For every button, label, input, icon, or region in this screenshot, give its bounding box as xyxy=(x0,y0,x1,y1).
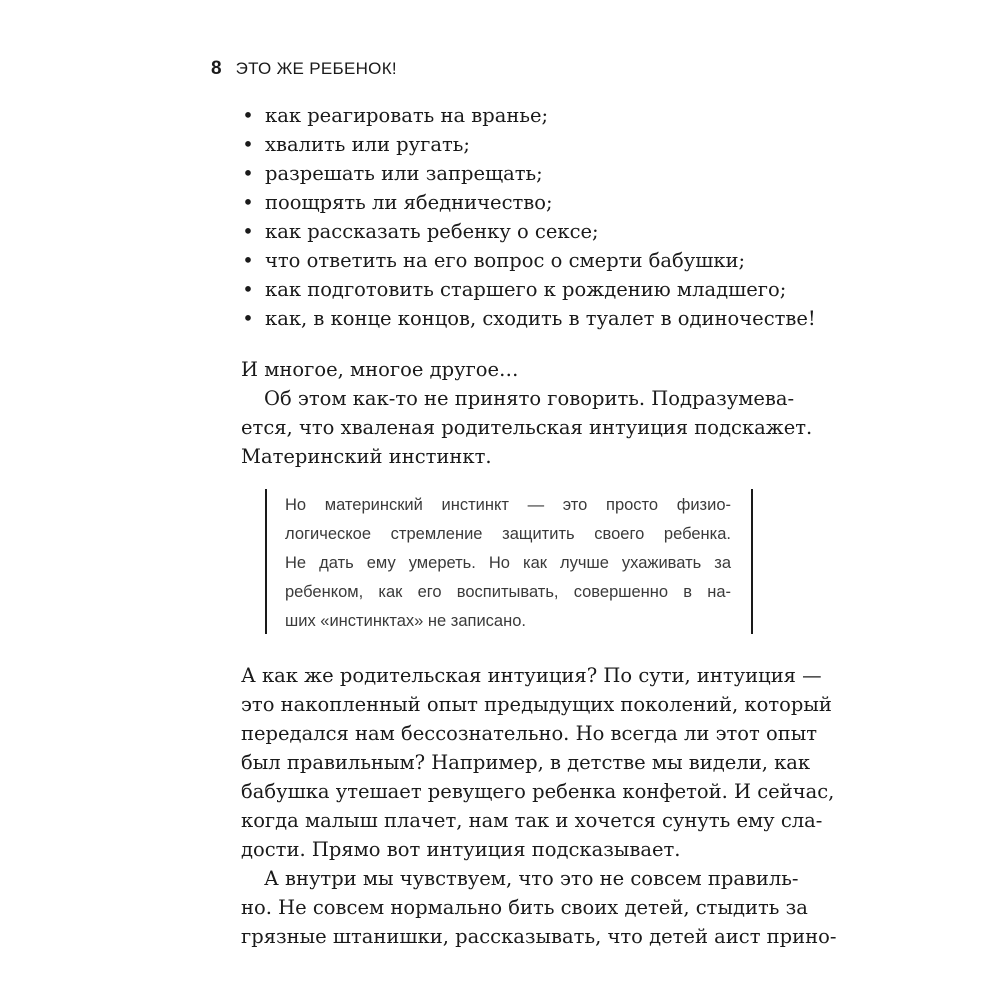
bullet-icon: • xyxy=(242,104,254,127)
bullet-icon: • xyxy=(242,162,254,185)
callout-line: ших «инстинктах» не записано. xyxy=(285,612,526,630)
list-item-text: хвалить или ругать; xyxy=(265,133,470,156)
paragraph-line: Материнский инстинкт. xyxy=(241,445,492,468)
list-item xyxy=(241,275,801,304)
list-item-text: как рассказать ребенку о сексе; xyxy=(265,220,599,243)
paragraph-line: дости. Прямо вот интуиция подсказывает. xyxy=(241,838,681,861)
paragraph-1 xyxy=(241,355,786,384)
list-item-text: как подготовить старшего к рождению младшего; xyxy=(265,278,787,301)
list-item-text: поощрять ли ябедничество; xyxy=(265,191,553,214)
list-item-text: как, в конце концов, сходить в туалет в одиночестве! xyxy=(265,307,816,330)
bullet-icon: • xyxy=(242,191,254,214)
list-item xyxy=(241,159,801,188)
bullet-icon: • xyxy=(242,278,254,301)
paragraph-line: но. Не совсем нормально бить своих детей, стыдить за xyxy=(241,896,808,919)
paragraph-line: был правильным? Например, в детстве мы видели, как xyxy=(241,751,811,774)
callout-line: Но материнский инстинкт — это просто физио- xyxy=(285,496,731,514)
paragraph-line: когда малыш плачет, нам так и хочется сунуть ему сла- xyxy=(241,809,823,832)
paragraph-line: бабушка утешает ревущего ребенка конфетой. И сейчас, xyxy=(241,780,835,803)
paragraph-line: А внутри мы чувствуем, что это не совсем правиль- xyxy=(264,867,799,890)
paragraph-line: это накопленный опыт предыдущих поколений, который xyxy=(241,693,832,716)
bullet-icon: • xyxy=(242,133,254,156)
callout-box xyxy=(265,489,753,634)
bullet-list xyxy=(241,101,816,333)
page-header xyxy=(211,57,397,81)
callout-line: Не дать ему умереть. Но как лучше ухаживать за xyxy=(285,554,731,572)
paragraph-line: И многое, многое другое… xyxy=(241,358,519,381)
bullet-icon: • xyxy=(242,249,254,272)
page-number: 8 xyxy=(211,58,222,79)
list-item xyxy=(241,101,801,130)
list-item xyxy=(241,188,801,217)
paragraph-4 xyxy=(241,864,837,951)
paragraph-line: передался нам бессознательно. Но всегда ли этот опыт xyxy=(241,722,818,745)
callout-line: логическое стремление защитить своего ребенка. xyxy=(285,525,731,543)
bullet-icon: • xyxy=(242,307,254,330)
list-item-text: разрешать или запрещать; xyxy=(265,162,543,185)
list-item-text: что ответить на его вопрос о смерти бабушки; xyxy=(265,249,746,272)
callout-text xyxy=(285,491,731,636)
list-item-text: как реагировать на вранье; xyxy=(265,104,549,127)
list-item xyxy=(241,130,801,159)
list-item xyxy=(241,304,816,333)
list-item xyxy=(241,217,801,246)
paragraph-2 xyxy=(241,384,813,471)
paragraph-line: ется, что хваленая родительская интуиция подскажет. xyxy=(241,416,813,439)
paragraph-line: А как же родительская интуиция? По сути, интуиция — xyxy=(241,664,822,687)
callout-line: ребенком, как его воспитывать, совершенно в на- xyxy=(285,583,731,601)
paragraph-line: Об этом как-то не принято говорить. Подразумева- xyxy=(264,387,795,410)
paragraph-3 xyxy=(241,661,835,864)
running-title: ЭТО ЖЕ РЕБЕНОК! xyxy=(235,59,397,78)
bullet-icon: • xyxy=(242,220,254,243)
paragraph-line: грязные штанишки, рассказывать, что детей аист прино- xyxy=(241,925,837,948)
list-item xyxy=(241,246,801,275)
